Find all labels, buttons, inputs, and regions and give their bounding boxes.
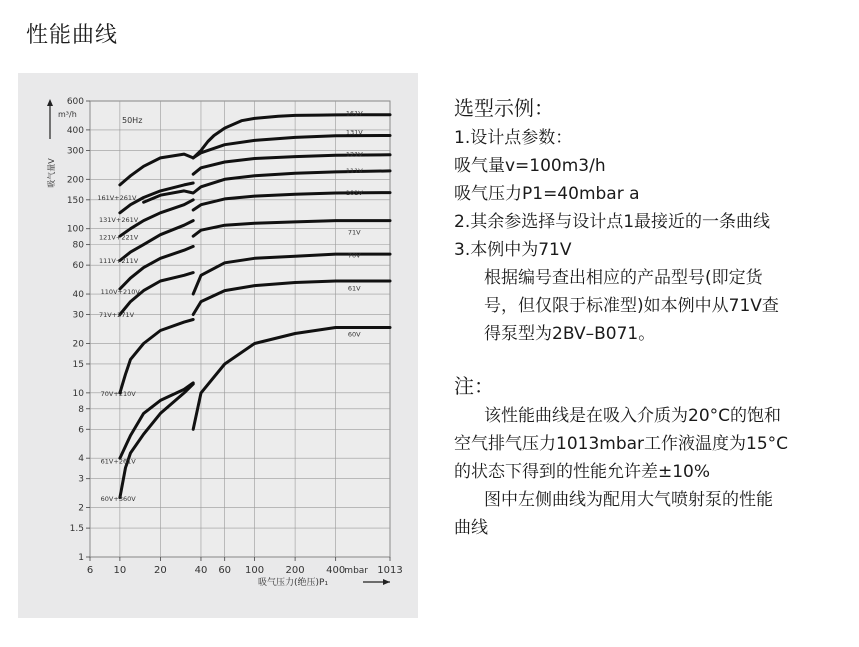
y-tick-label: 40: [72, 290, 84, 301]
x-tick-label: 6: [86, 565, 94, 576]
series-label-161V+261V: 161V+261V: [97, 193, 137, 202]
page-title: 性能曲线: [26, 23, 119, 48]
y-tick-label: 400: [66, 125, 84, 136]
y-tick-label: 30: [72, 310, 84, 321]
y-tick-label: 4: [78, 454, 84, 465]
note-line: 根据编号查出相应的产品型号(即定货: [484, 268, 763, 288]
note-line: 吸气量v=100m3/h: [454, 156, 606, 176]
note-line: 图中左侧曲线为配用大气喷射泵的性能: [484, 490, 773, 510]
y-tick-label: 1: [78, 553, 84, 563]
series-label-70V+210V: 70V+210V: [100, 389, 136, 398]
note-line: 3.本例中为71V: [454, 240, 572, 260]
series-label-121V: 121V: [345, 150, 363, 159]
x-tick-label: 10: [113, 565, 127, 576]
series-label-70V: 70V: [347, 251, 361, 260]
series-label-131V+261V: 131V+261V: [99, 215, 139, 224]
note-title: 注：: [454, 374, 494, 398]
note-line: 号，但仅限于标准型)如本例中从71V查: [484, 296, 779, 316]
x-tick-label: 100: [245, 565, 265, 576]
x-tick-label: 400: [326, 565, 346, 576]
note-line: 1.设计点参数：: [454, 128, 573, 148]
chart-panel: [18, 73, 418, 618]
series-label-60V: 60V: [347, 330, 361, 339]
y-tick-label: 1.5: [69, 524, 84, 535]
x-axis-arrowhead: [383, 579, 390, 585]
y-unit-label: m³/h: [58, 110, 77, 119]
y-tick-label: 80: [72, 240, 84, 251]
series-label-111V+211V: 111V+211V: [99, 256, 139, 265]
y-tick-label: 200: [66, 175, 84, 186]
note-line: 该性能曲线是在吸入介质为20°C的饱和: [484, 406, 782, 426]
y-tick-label: 20: [72, 339, 84, 350]
series-label-121V+221V: 121V+221V: [99, 233, 139, 242]
y-tick-label: 10: [72, 388, 84, 399]
y-tick-label: 15: [72, 359, 84, 370]
y-tick-label: 300: [66, 146, 84, 157]
series-label-71V+271V: 71V+271V: [99, 310, 135, 319]
series-label-60V+360V: 60V+360V: [100, 494, 136, 503]
y-axis-label: 吸气量V: [47, 158, 56, 188]
note-line: 吸气压力P1=40mbar a: [454, 184, 640, 204]
x-tick-label: 60: [218, 565, 232, 576]
example-title: 选型示例：: [454, 96, 554, 120]
y-tick-label: 600: [66, 97, 84, 107]
x-tick-label: 200: [285, 565, 305, 576]
series-label-161V: 161V: [345, 109, 363, 118]
y-tick-label: 2: [78, 503, 84, 514]
series-label-111V: 111V: [345, 167, 363, 176]
y-tick-label: 8: [78, 404, 84, 415]
series-label-61V+261V: 61V+261V: [100, 457, 136, 466]
x-unit-label: mbar: [344, 566, 368, 576]
frequency-label: 50Hz: [122, 116, 143, 125]
x-tick-label: 40: [194, 565, 208, 576]
y-axis-arrowhead: [47, 99, 53, 106]
series-label-110V+210V: 110V+210V: [100, 288, 140, 297]
x-tick-label: 20: [154, 565, 167, 576]
y-tick-label: 60: [72, 261, 84, 272]
y-tick-label: 3: [78, 474, 84, 485]
selection-notes: [454, 92, 854, 542]
y-tick-label: 100: [66, 224, 84, 235]
note-line: 2.其余参选择与设计点1最接近的一条曲线: [454, 212, 771, 232]
series-label-101V: 101V: [345, 189, 363, 198]
note-line: 空气排气压力1013mbar工作液温度为15°C: [454, 434, 789, 454]
note-line: 得泵型为2BV–B071。: [484, 324, 656, 344]
x-tick-label: 1013: [377, 565, 403, 576]
performance-chart: [18, 73, 418, 618]
series-label-131V: 131V: [345, 128, 363, 137]
series-label-61V: 61V: [347, 284, 361, 293]
x-axis-label: 吸气压力(绝压)P₁: [258, 578, 329, 588]
note-line: 的状态下得到的性能允许差±10%: [454, 462, 711, 482]
y-tick-label: 6: [78, 425, 84, 436]
note-line: 曲线: [454, 518, 488, 538]
y-tick-label: 150: [66, 195, 84, 206]
series-label-71V: 71V: [347, 228, 361, 237]
